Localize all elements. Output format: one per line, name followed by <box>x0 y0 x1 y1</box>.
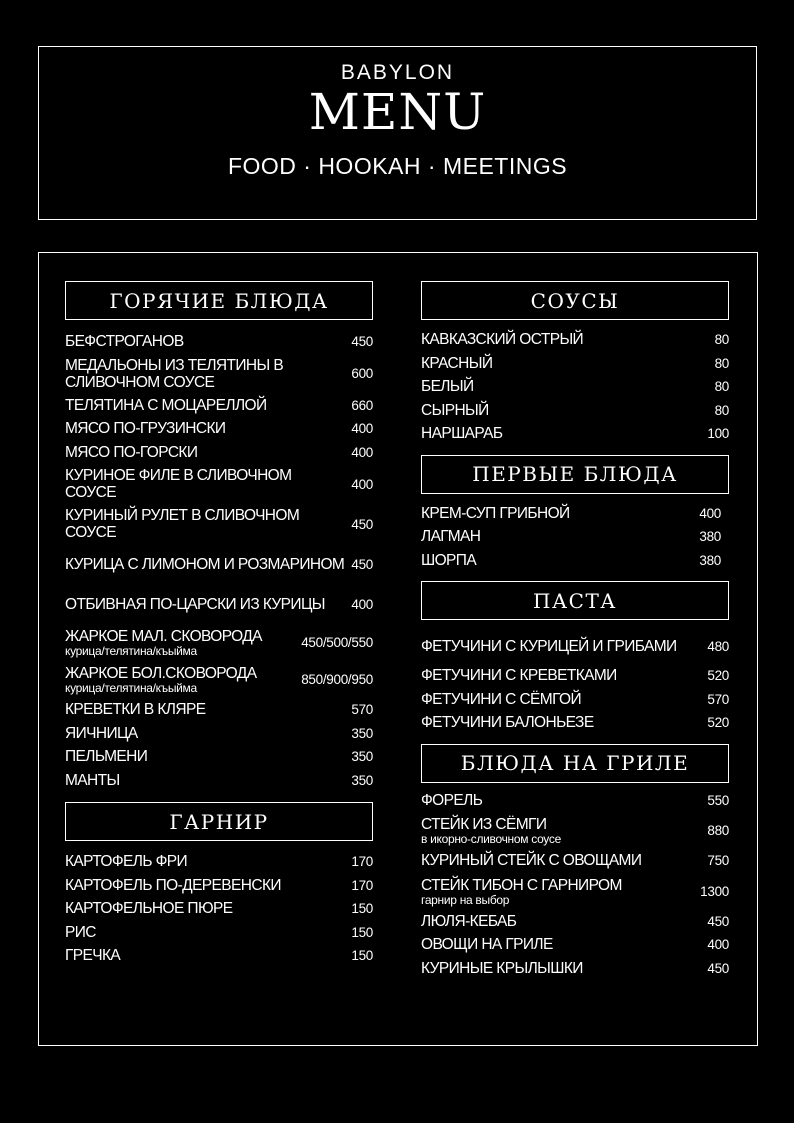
menu-item <box>65 698 373 722</box>
item-name-text: СТЕЙК ИЗ СЁМГИ <box>421 816 547 833</box>
item-subtitle: курица/телятина/къыйма <box>65 644 197 658</box>
item-price: 450 <box>351 334 373 350</box>
menu-item <box>421 873 729 910</box>
item-name: МЕДАЛЬОНЫ ИЗ ТЕЛЯТИНЫ В СЛИВОЧНОМ СОУСЕ <box>65 356 284 391</box>
item-name: ТЕЛЯТИНА С МОЦАРЕЛЛОЙ <box>65 396 267 414</box>
item-name: КУРИНОЕ ФИЛЕ В СЛИВОЧНОМ СОУСЕ <box>65 467 292 501</box>
menu-item <box>421 933 729 957</box>
menu-item-list <box>65 330 373 792</box>
item-name <box>65 628 295 657</box>
item-name: КРЕВЕТКИ В КЛЯРЕ <box>65 701 206 719</box>
menu-item <box>421 711 729 735</box>
item-price: 450 <box>707 960 729 976</box>
menu-item <box>65 330 373 354</box>
menu-item <box>65 769 373 793</box>
section-grill <box>421 744 729 981</box>
item-price: 450 <box>707 913 729 929</box>
item-price: 570 <box>351 702 373 718</box>
item-price: 350 <box>351 749 373 765</box>
item-name: РИС <box>65 923 96 941</box>
item-name <box>65 665 295 694</box>
item-price: 570 <box>707 691 729 707</box>
item-subtitle: гарнир на выбор <box>421 892 510 907</box>
menu-item <box>421 910 729 934</box>
menu-item <box>65 722 373 746</box>
menu-item <box>65 394 373 418</box>
item-price: 150 <box>351 948 373 964</box>
section-title: ПАСТА <box>421 581 729 620</box>
item-price: 450/500/550 <box>301 635 373 650</box>
item-price: 170 <box>351 877 373 893</box>
menu-item-list <box>421 328 729 446</box>
item-name: ПЕЛЬМЕНИ <box>65 748 148 766</box>
menu-item <box>421 812 729 849</box>
menu-item <box>421 688 729 712</box>
menu-item <box>65 944 373 968</box>
menu-item <box>421 525 729 549</box>
section-title: БЛЮДА НА ГРИЛЕ <box>421 744 729 783</box>
item-name: ГРЕЧКА <box>65 947 121 965</box>
item-name: ШОРПА <box>421 551 477 569</box>
item-name-text: ЖАРКОЕ БОЛ.СКОВОРОДА <box>65 665 257 682</box>
item-name: КРЕМ-СУП ГРИБНОЙ <box>421 504 570 522</box>
item-name: МЯСО ПО-ГРУЗИНСКИ <box>65 420 226 438</box>
item-price: 150 <box>351 924 373 940</box>
item-name <box>421 816 701 845</box>
menu-item <box>421 352 729 376</box>
menu-item <box>65 921 373 945</box>
menu-item <box>421 849 729 873</box>
item-price: 350 <box>351 725 373 741</box>
item-name: ЯИЧНИЦА <box>65 724 138 742</box>
menu-item <box>421 789 729 813</box>
right-column <box>421 281 729 980</box>
item-name: КУРИНЫЙ РУЛЕТ В СЛИВОЧНОМ СОУСЕ <box>65 507 300 541</box>
section-title: ГАРНИР <box>65 802 373 841</box>
section-title: СОУСЫ <box>421 281 729 320</box>
item-price: 850/900/950 <box>301 672 373 687</box>
menu-header <box>38 46 757 220</box>
item-name: ЛЮЛЯ-КЕБАБ <box>421 912 517 930</box>
item-price: 550 <box>707 792 729 808</box>
item-name: ЛАГМАН <box>421 528 481 546</box>
menu-item <box>65 850 373 874</box>
item-name: БЕЛЫЙ <box>421 378 474 396</box>
item-price: 880 <box>707 823 729 838</box>
menu-item-list <box>421 628 729 735</box>
section-sauces <box>421 281 729 446</box>
item-price: 80 <box>714 379 729 395</box>
item-price: 380 <box>699 552 721 568</box>
item-price: 100 <box>707 426 729 442</box>
item-price: 400 <box>351 444 373 460</box>
item-name: ФЕТУЧИНИ С КУРИЦЕЙ И ГРИБАМИ <box>421 637 677 655</box>
item-price: 480 <box>707 638 729 654</box>
menu-item <box>65 354 373 394</box>
menu-item <box>65 544 373 584</box>
item-price: 350 <box>351 772 373 788</box>
menu-item-list <box>65 850 373 968</box>
item-price: 660 <box>351 397 373 413</box>
item-name <box>421 877 694 906</box>
tagline: FOOD · HOOKAH · MEETINGS <box>227 153 568 179</box>
menu-item <box>421 399 729 423</box>
item-price: 520 <box>707 668 729 684</box>
item-name: КУРИНЫЕ КРЫЛЫШКИ <box>421 959 583 977</box>
item-name: КАРТОФЕЛЬНОЕ ПЮРЕ <box>65 900 233 918</box>
menu-item <box>421 502 729 526</box>
menu-item <box>65 417 373 441</box>
menu-item <box>65 624 373 661</box>
brand-name: BABYLON <box>340 61 455 84</box>
item-name: КУРИЦА С ЛИМОНОМ И РОЗМАРИНОМ <box>65 555 345 573</box>
item-name: ОВОЩИ НА ГРИЛЕ <box>421 936 553 954</box>
item-price: 450 <box>351 516 373 532</box>
item-subtitle: курица/телятина/къыйма <box>65 681 197 695</box>
item-price: 600 <box>351 366 373 381</box>
menu-item <box>421 375 729 399</box>
menu-item-list <box>421 502 729 573</box>
item-price: 400 <box>707 937 729 953</box>
item-price: 450 <box>351 556 373 572</box>
item-price: 400 <box>699 505 721 521</box>
menu-item <box>65 745 373 769</box>
menu-item <box>65 897 373 921</box>
section-title: ПЕРВЫЕ БЛЮДА <box>421 455 729 494</box>
menu-item <box>65 661 373 698</box>
item-name: КУРИНЫЙ СТЕЙК С ОВОЩАМИ <box>421 852 642 870</box>
section-title: ГОРЯЧИЕ БЛЮДА <box>65 281 373 320</box>
section-pasta <box>421 581 729 735</box>
section-garnish <box>65 802 373 968</box>
menu-item <box>65 504 373 544</box>
item-name: КАРТОФЕЛЬ ФРИ <box>65 853 188 871</box>
menu-item <box>65 584 373 624</box>
item-name: КАВКАЗСКИЙ ОСТРЫЙ <box>421 331 584 349</box>
item-price: 400 <box>351 421 373 437</box>
item-name: ФЕТУЧИНИ С КРЕВЕТКАМИ <box>421 667 617 685</box>
item-name: МЯСО ПО-ГОРСКИ <box>65 443 198 461</box>
item-name: СЫРНЫЙ <box>421 401 489 419</box>
item-subtitle: в икорно-сливочном соусе <box>421 832 561 846</box>
item-name: ФОРЕЛЬ <box>421 791 483 809</box>
item-name: КРАСНЫЙ <box>421 354 493 372</box>
item-name: МАНТЫ <box>65 771 120 789</box>
item-price: 380 <box>699 529 721 545</box>
menu-item <box>421 549 729 573</box>
item-name: КАРТОФЕЛЬ ПО-ДЕРЕВЕНСКИ <box>65 876 281 894</box>
item-price: 150 <box>351 901 373 917</box>
section-hot-dishes <box>65 281 373 792</box>
menu-item <box>421 628 729 664</box>
item-price: 80 <box>714 355 729 371</box>
left-column <box>65 281 373 968</box>
item-price: 400 <box>351 596 373 612</box>
menu-item <box>421 664 729 688</box>
item-price: 80 <box>714 402 729 418</box>
item-price: 1300 <box>700 883 729 899</box>
item-name: НАРШАРАБ <box>421 425 503 443</box>
item-price: 400 <box>351 476 373 492</box>
menu-item-list <box>421 789 729 981</box>
item-price: 80 <box>714 332 729 348</box>
item-name: ФЕТУЧИНИ С СЁМГОЙ <box>421 690 582 708</box>
menu-item <box>65 464 373 504</box>
menu-item <box>65 441 373 465</box>
menu-item <box>421 422 729 446</box>
item-name: ОТБИВНАЯ ПО-ЦАРСКИ ИЗ КУРИЦЫ <box>65 595 325 613</box>
menu-item <box>421 957 729 981</box>
item-price: 170 <box>351 854 373 870</box>
menu-item <box>421 328 729 352</box>
menu-title: MENU <box>308 83 487 141</box>
item-price: 750 <box>707 853 729 869</box>
item-name: БЕФСТРОГАНОВ <box>65 333 184 351</box>
item-price: 520 <box>707 715 729 731</box>
item-name: ФЕТУЧИНИ БАЛОНЬЕЗЕ <box>421 714 594 732</box>
menu-item <box>65 874 373 898</box>
item-name-text: ЖАРКОЕ МАЛ. СКОВОРОДА <box>65 628 262 645</box>
section-soups <box>421 455 729 573</box>
item-name-text: СТЕЙК ТИБОН С ГАРНИРОМ <box>421 876 622 894</box>
